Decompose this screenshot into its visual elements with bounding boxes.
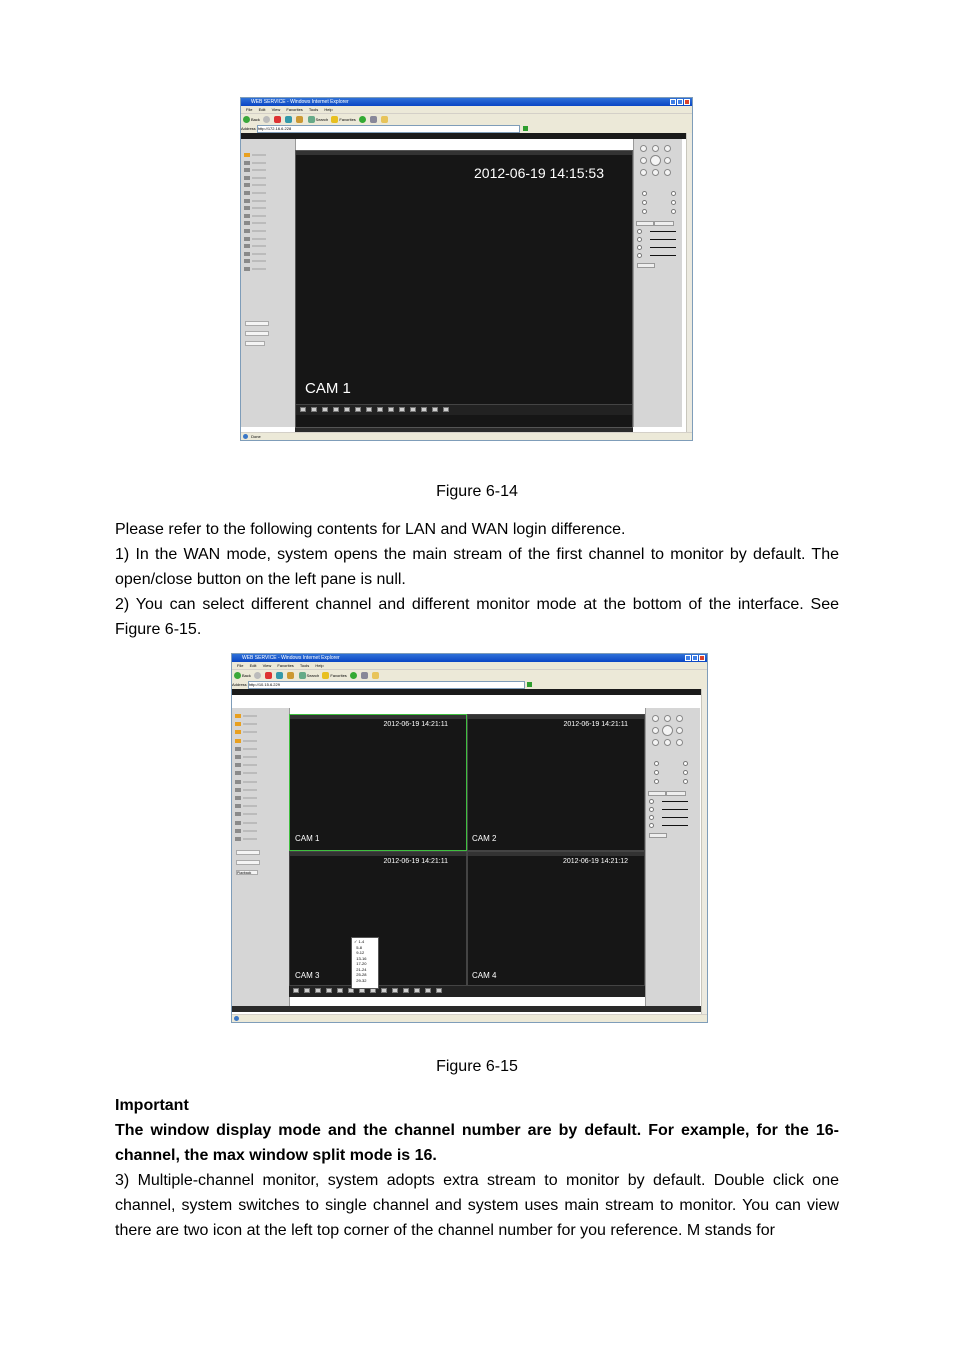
camera-icon: [244, 199, 250, 203]
zoom-minus-icon[interactable]: [671, 191, 676, 196]
channel-list-pane: [241, 139, 296, 427]
window-title: WEB SERVICE - Windows Internet Explorer: [242, 655, 340, 661]
address-input[interactable]: http://10.15.6.229: [248, 681, 526, 689]
adjust-icon[interactable]: [637, 245, 642, 250]
channel-item[interactable]: [235, 812, 259, 816]
channel-item[interactable]: [244, 153, 268, 157]
tile-strip: [290, 715, 466, 719]
channel-item[interactable]: [244, 237, 268, 241]
color-slider[interactable]: [662, 817, 688, 818]
go-icon[interactable]: [523, 126, 528, 131]
channel-label-bar: [243, 822, 257, 824]
ptz-up-icon[interactable]: [664, 715, 671, 722]
camera-icon: [235, 812, 241, 816]
menu-help[interactable]: Help: [324, 107, 333, 112]
camera-icon: [244, 237, 250, 241]
playback-button[interactable]: [245, 341, 265, 346]
split-option-4[interactable]: 13-16: [356, 955, 367, 961]
zoom-minus-icon[interactable]: [683, 761, 688, 766]
camera-icon: [244, 267, 250, 271]
channel-label-bar: [243, 838, 257, 840]
camera-icon: [235, 763, 241, 767]
window-titlebar: [232, 654, 707, 662]
monitor-mode-icon[interactable]: [311, 407, 317, 412]
camera-icon: [244, 252, 250, 256]
camera-icon: [244, 214, 250, 218]
channel-item[interactable]: [235, 780, 259, 784]
adjust-icon[interactable]: [637, 229, 642, 234]
refresh-icon[interactable]: [276, 672, 283, 679]
ptz-pane: [645, 708, 700, 1006]
ptz-center-icon[interactable]: [662, 725, 673, 736]
favorites-icon[interactable]: [331, 116, 338, 123]
monitor-mode-icon[interactable]: [388, 407, 394, 412]
ptz-right-icon[interactable]: [676, 727, 683, 734]
menu-bar: [232, 662, 707, 669]
scrollbar[interactable]: [701, 689, 707, 1015]
ptz-right-icon[interactable]: [664, 157, 671, 164]
scrollbar[interactable]: [686, 133, 692, 433]
channel-label-bar: [243, 723, 257, 725]
monitor-mode-icon[interactable]: [355, 407, 361, 412]
camera-icon: [244, 161, 250, 165]
important-heading: Important: [115, 1097, 189, 1114]
channel-item[interactable]: [244, 244, 268, 248]
display-select[interactable]: [236, 860, 260, 865]
maximize-icon[interactable]: [677, 99, 683, 105]
channel-label-bar: [252, 238, 266, 240]
ptz-up-left-icon[interactable]: [640, 145, 647, 152]
video-strip: [296, 151, 632, 155]
important-body: The window display mode and the channel number are by default. For example, for the 16-channel, the max window split mode is 16.: [115, 1122, 839, 1164]
channel-label-bar: [243, 797, 257, 799]
camera-icon: [244, 206, 250, 210]
camera-icon: [244, 244, 250, 248]
menu-file[interactable]: File: [237, 663, 244, 668]
stream-select[interactable]: [236, 850, 260, 855]
channel-item[interactable]: [244, 229, 268, 233]
menu-tools[interactable]: Tools: [308, 107, 319, 112]
search-icon[interactable]: [308, 116, 315, 123]
go-icon[interactable]: [527, 682, 532, 687]
menu-bar: [241, 106, 692, 113]
channel-item[interactable]: [244, 267, 268, 271]
monitor-mode-icon[interactable]: [326, 988, 332, 993]
status-bar: [232, 1014, 707, 1022]
monitor-mode-icon[interactable]: [414, 988, 420, 993]
ptz-down-right-icon[interactable]: [664, 169, 671, 176]
ptz-left-icon[interactable]: [640, 157, 647, 164]
menu-view[interactable]: View: [262, 663, 272, 668]
split-mode-menu[interactable]: [351, 937, 379, 989]
menu-favorites[interactable]: Favorites: [277, 663, 294, 668]
channel-item[interactable]: [235, 829, 259, 833]
address-bar: [232, 681, 707, 689]
monitor-mode-icon[interactable]: [381, 988, 387, 993]
ptz-down-icon[interactable]: [664, 739, 671, 746]
camera-icon: [244, 221, 250, 225]
monitor-mode-icon[interactable]: [300, 407, 306, 412]
address-bar: [241, 125, 692, 133]
maximize-icon[interactable]: [692, 655, 698, 661]
channel-label-bar: [252, 177, 266, 179]
channel-label-bar: [252, 268, 266, 270]
home-icon[interactable]: [287, 672, 294, 679]
channel-item[interactable]: [235, 763, 259, 767]
camera-icon: [235, 747, 241, 751]
stop-icon[interactable]: [274, 116, 281, 123]
search-label[interactable]: Search: [306, 673, 320, 678]
item1-paragraph: 1) In the WAN mode, system opens the main stream of the first channel to monitor by default. The open/close button on the left pane is null.: [115, 546, 839, 588]
home-icon[interactable]: [296, 116, 303, 123]
monitor-mode-icon[interactable]: [315, 988, 321, 993]
menu-favorites[interactable]: Favorites: [286, 107, 303, 112]
favorites-icon[interactable]: [322, 672, 329, 679]
channel-item[interactable]: [235, 714, 259, 718]
tile-2-camera-label: CAM 2: [472, 834, 497, 843]
tile-1-timestamp: 2012-06-19 14:21:11: [383, 721, 448, 728]
monitor-mode-icon[interactable]: [322, 407, 328, 412]
status-text: Done: [251, 434, 261, 439]
channel-item[interactable]: [244, 183, 268, 187]
menu-view[interactable]: View: [271, 107, 281, 112]
split-option-6[interactable]: 21-24: [356, 966, 367, 972]
color-tab[interactable]: [648, 791, 666, 796]
monitor-mode-icon[interactable]: [399, 407, 405, 412]
ptz-up-icon[interactable]: [652, 145, 659, 152]
channel-label-bar: [252, 207, 266, 209]
tile-strip: [290, 852, 466, 856]
menu-file[interactable]: File: [246, 107, 253, 112]
channel-label-bar: [243, 731, 257, 733]
channel-label-bar: [243, 772, 257, 774]
address-input[interactable]: http://172.16.6.228: [257, 125, 521, 133]
forward-icon[interactable]: [254, 672, 261, 679]
zoom-plus-icon[interactable]: [654, 770, 659, 775]
ptz-up-right-icon[interactable]: [676, 715, 683, 722]
camera-icon: [235, 714, 241, 718]
zoom-plus-icon[interactable]: [642, 209, 647, 214]
color-tab[interactable]: [636, 221, 654, 226]
back-icon[interactable]: [243, 116, 250, 123]
channel-label-bar: [243, 764, 257, 766]
channel-item[interactable]: [235, 722, 259, 726]
adjust-icon[interactable]: [649, 815, 654, 820]
camera-icon: [235, 821, 241, 825]
search-icon[interactable]: [299, 672, 306, 679]
monitor-mode-icon[interactable]: [432, 407, 438, 412]
channel-item[interactable]: [235, 804, 259, 808]
monitor-mode-icon[interactable]: [333, 407, 339, 412]
channel-label-bar: [252, 154, 266, 156]
split-option-1[interactable]: ✓ 1-4: [354, 939, 365, 944]
monitor-mode-icon[interactable]: [425, 988, 431, 993]
monitor-mode-icon[interactable]: [304, 988, 310, 993]
tile-2-timestamp: 2012-06-19 14:21:11: [563, 721, 628, 728]
menu-help[interactable]: Help: [315, 663, 324, 668]
color-slider[interactable]: [662, 809, 688, 810]
monitor-mode-icon[interactable]: [366, 407, 372, 412]
minimize-icon[interactable]: [670, 99, 676, 105]
camera-icon: [244, 183, 250, 187]
adjust-icon[interactable]: [637, 237, 642, 242]
video-window[interactable]: [295, 150, 633, 428]
channel-item[interactable]: [244, 168, 268, 172]
color-slider[interactable]: [650, 247, 676, 248]
stream-select[interactable]: [245, 321, 269, 326]
zoom-minus-icon[interactable]: [683, 779, 688, 784]
item2-paragraph: 2) You can select different channel and different monitor mode at the bottom of the interface. See Figure 6-15.: [115, 596, 839, 638]
ptz-down-left-icon[interactable]: [640, 169, 647, 176]
refresh-icon[interactable]: [285, 116, 292, 123]
menu-tools[interactable]: Tools: [299, 663, 310, 668]
back-label[interactable]: Back: [251, 117, 260, 122]
channel-item[interactable]: [235, 730, 259, 734]
monitor-mode-icon[interactable]: [410, 407, 416, 412]
monitor-mode-icon[interactable]: [377, 407, 383, 412]
camera-icon: [235, 796, 241, 800]
ptz-pane: [633, 139, 682, 427]
ptz-left-icon[interactable]: [652, 727, 659, 734]
search-label[interactable]: Search: [315, 117, 329, 122]
adjust-icon[interactable]: [649, 807, 654, 812]
mail-icon[interactable]: [370, 116, 377, 123]
split-option-5[interactable]: 17-20: [356, 961, 367, 966]
ptz-up-right-icon[interactable]: [664, 145, 671, 152]
ptz-down-right-icon[interactable]: [676, 739, 683, 746]
monitor-mode-icon[interactable]: [293, 988, 299, 993]
zoom-minus-icon[interactable]: [671, 200, 676, 205]
camera-icon: [235, 755, 241, 759]
video-tile-1[interactable]: [289, 714, 467, 851]
channel-item[interactable]: [235, 747, 259, 751]
folder-icon[interactable]: [372, 672, 379, 679]
monitor-mode-icon[interactable]: [344, 407, 350, 412]
intro-paragraph: Please refer to the following contents for LAN and WAN login difference.: [115, 521, 626, 538]
zoom-minus-icon[interactable]: [671, 209, 676, 214]
adjust-icon[interactable]: [649, 799, 654, 804]
color-slider[interactable]: [662, 825, 688, 826]
folder-icon[interactable]: [381, 116, 388, 123]
channel-label-bar: [243, 813, 257, 815]
split-option-3[interactable]: 9-12: [356, 950, 365, 955]
display-select[interactable]: [245, 331, 269, 336]
ie-icon: [234, 1016, 239, 1021]
menu-edit[interactable]: Edit: [258, 107, 266, 112]
item3-paragraph: 3) Multiple-channel monitor, system adopts extra stream to monitor by default. Double click one channel, system switches to single channel and system uses main stream to monitor. You can view there are two icon at the left top corner of the channel number for you reference. M stands for: [115, 1172, 839, 1239]
monitor-mode-icon[interactable]: [436, 988, 442, 993]
status-bar: [241, 432, 692, 440]
channel-label-bar: [243, 740, 257, 742]
channel-label-bar: [252, 230, 266, 232]
close-icon[interactable]: [684, 99, 690, 105]
figure-caption-2: Figure 6-15: [436, 1058, 518, 1075]
camera-icon: [235, 722, 241, 726]
channel-item[interactable]: [244, 221, 268, 225]
address-label: Address: [232, 682, 247, 687]
channel-label-bar: [252, 192, 266, 194]
web-nav-header: [232, 689, 707, 695]
ie-icon: [243, 434, 248, 439]
favorites-label[interactable]: Favorites: [330, 673, 347, 678]
ptz-down-left-icon[interactable]: [652, 739, 659, 746]
forward-icon[interactable]: [263, 116, 270, 123]
channel-item[interactable]: [235, 821, 259, 825]
camera-icon: [244, 229, 250, 233]
channel-label-bar: [252, 162, 266, 164]
zoom-plus-icon[interactable]: [654, 761, 659, 766]
channel-label-bar: [252, 222, 266, 224]
monitor-mode-icon[interactable]: [392, 988, 398, 993]
color-slider[interactable]: [650, 231, 676, 232]
camera-icon: [235, 837, 241, 841]
channel-item[interactable]: [244, 176, 268, 180]
channel-label-bar: [243, 789, 257, 791]
playback-button[interactable]: Playback: [236, 870, 258, 875]
monitor-mode-icon[interactable]: [403, 988, 409, 993]
figure-6-15-screenshot: [231, 653, 708, 1023]
color-slider[interactable]: [650, 239, 676, 240]
reset-button[interactable]: [637, 263, 655, 268]
ptz-down-icon[interactable]: [652, 169, 659, 176]
color-slider[interactable]: [662, 801, 688, 802]
channel-item[interactable]: [235, 739, 259, 743]
copyright-bar: [232, 1006, 704, 1012]
channel-label-bar: [252, 260, 266, 262]
camera-icon: [235, 771, 241, 775]
channel-item[interactable]: [235, 788, 259, 792]
history-icon[interactable]: [350, 672, 357, 679]
camera-icon: [235, 829, 241, 833]
channel-label-bar: [243, 830, 257, 832]
more-tab[interactable]: [654, 221, 674, 226]
camera-icon: [244, 176, 250, 180]
web-nav-header: [241, 133, 692, 139]
adjust-icon[interactable]: [637, 253, 642, 258]
camera-icon: [244, 153, 250, 157]
channel-list-pane: [232, 708, 290, 1006]
camera-icon: [244, 168, 250, 172]
tile-1-camera-label: CAM 1: [295, 834, 320, 843]
tile-3-camera-label: CAM 3: [295, 971, 320, 980]
reset-button[interactable]: [649, 833, 667, 838]
stop-icon[interactable]: [265, 672, 272, 679]
zoom-minus-icon[interactable]: [683, 770, 688, 775]
back-icon[interactable]: [234, 672, 241, 679]
camera-icon: [235, 780, 241, 784]
camera-icon: [235, 730, 241, 734]
more-tab[interactable]: [666, 791, 686, 796]
figure-caption-1: Figure 6-14: [436, 483, 518, 500]
channel-label-bar: [243, 715, 257, 717]
history-icon[interactable]: [359, 116, 366, 123]
monitor-mode-icon[interactable]: [337, 988, 343, 993]
mail-icon[interactable]: [361, 672, 368, 679]
zoom-plus-icon[interactable]: [654, 779, 659, 784]
split-option-8[interactable]: 29-32: [356, 977, 367, 983]
channel-item[interactable]: [235, 796, 259, 800]
ptz-up-left-icon[interactable]: [652, 715, 659, 722]
channel-item[interactable]: [244, 259, 268, 263]
channel-label-bar: [252, 200, 266, 202]
minimize-icon[interactable]: [685, 655, 691, 661]
zoom-plus-icon[interactable]: [642, 191, 647, 196]
monitor-mode-icon[interactable]: [421, 407, 427, 412]
back-label[interactable]: Back: [242, 673, 251, 678]
channel-item[interactable]: [244, 252, 268, 256]
ptz-center-icon[interactable]: [650, 155, 661, 166]
camera-icon: [244, 191, 250, 195]
camera-icon: [235, 788, 241, 792]
channel-item[interactable]: [235, 771, 259, 775]
channel-label-bar: [243, 781, 257, 783]
camera-icon: [235, 739, 241, 743]
tile-4-camera-label: CAM 4: [472, 971, 497, 980]
camera-icon: [235, 804, 241, 808]
video-timestamp: 2012-06-19 14:15:53: [474, 165, 604, 181]
close-icon[interactable]: [699, 655, 705, 661]
tile-strip: [468, 715, 644, 719]
channel-item[interactable]: [244, 214, 268, 218]
tile-3-timestamp: 2012-06-19 14:21:11: [383, 858, 448, 865]
monitor-control-bar: [289, 985, 645, 997]
address-label: Address: [241, 126, 256, 131]
channel-item[interactable]: [244, 191, 268, 195]
split-option-2[interactable]: 5-8: [356, 944, 363, 950]
window-titlebar: [241, 98, 692, 106]
monitor-mode-icon[interactable]: [443, 407, 449, 412]
adjust-icon[interactable]: [649, 823, 654, 828]
channel-label-bar: [252, 215, 266, 217]
favorites-label[interactable]: Favorites: [339, 117, 356, 122]
channel-item[interactable]: [244, 206, 268, 210]
channel-label-bar: [243, 756, 257, 758]
video-tile-4[interactable]: [467, 851, 645, 987]
channel-label-bar: [252, 184, 266, 186]
camera-icon: [244, 259, 250, 263]
channel-item[interactable]: [235, 755, 259, 759]
channel-item[interactable]: [244, 161, 268, 165]
figure-6-14-screenshot: [240, 97, 693, 441]
split-option-7[interactable]: 25-28: [356, 972, 367, 977]
channel-label-bar: [243, 805, 257, 807]
video-tile-2[interactable]: [467, 714, 645, 851]
channel-label-bar: [252, 169, 266, 171]
window-title: WEB SERVICE - Windows Internet Explorer: [251, 99, 349, 105]
menu-edit[interactable]: Edit: [249, 663, 257, 668]
zoom-plus-icon[interactable]: [642, 200, 647, 205]
channel-item[interactable]: [244, 199, 268, 203]
tile-strip: [468, 852, 644, 856]
channel-label-bar: [252, 253, 266, 255]
channel-label-bar: [243, 748, 257, 750]
channel-label-bar: [252, 245, 266, 247]
color-slider[interactable]: [650, 255, 676, 256]
channel-item[interactable]: [235, 837, 259, 841]
monitor-control-bar: [296, 404, 632, 415]
tile-4-timestamp: 2012-06-19 14:21:12: [563, 858, 628, 865]
camera-label: CAM 1: [305, 380, 351, 397]
